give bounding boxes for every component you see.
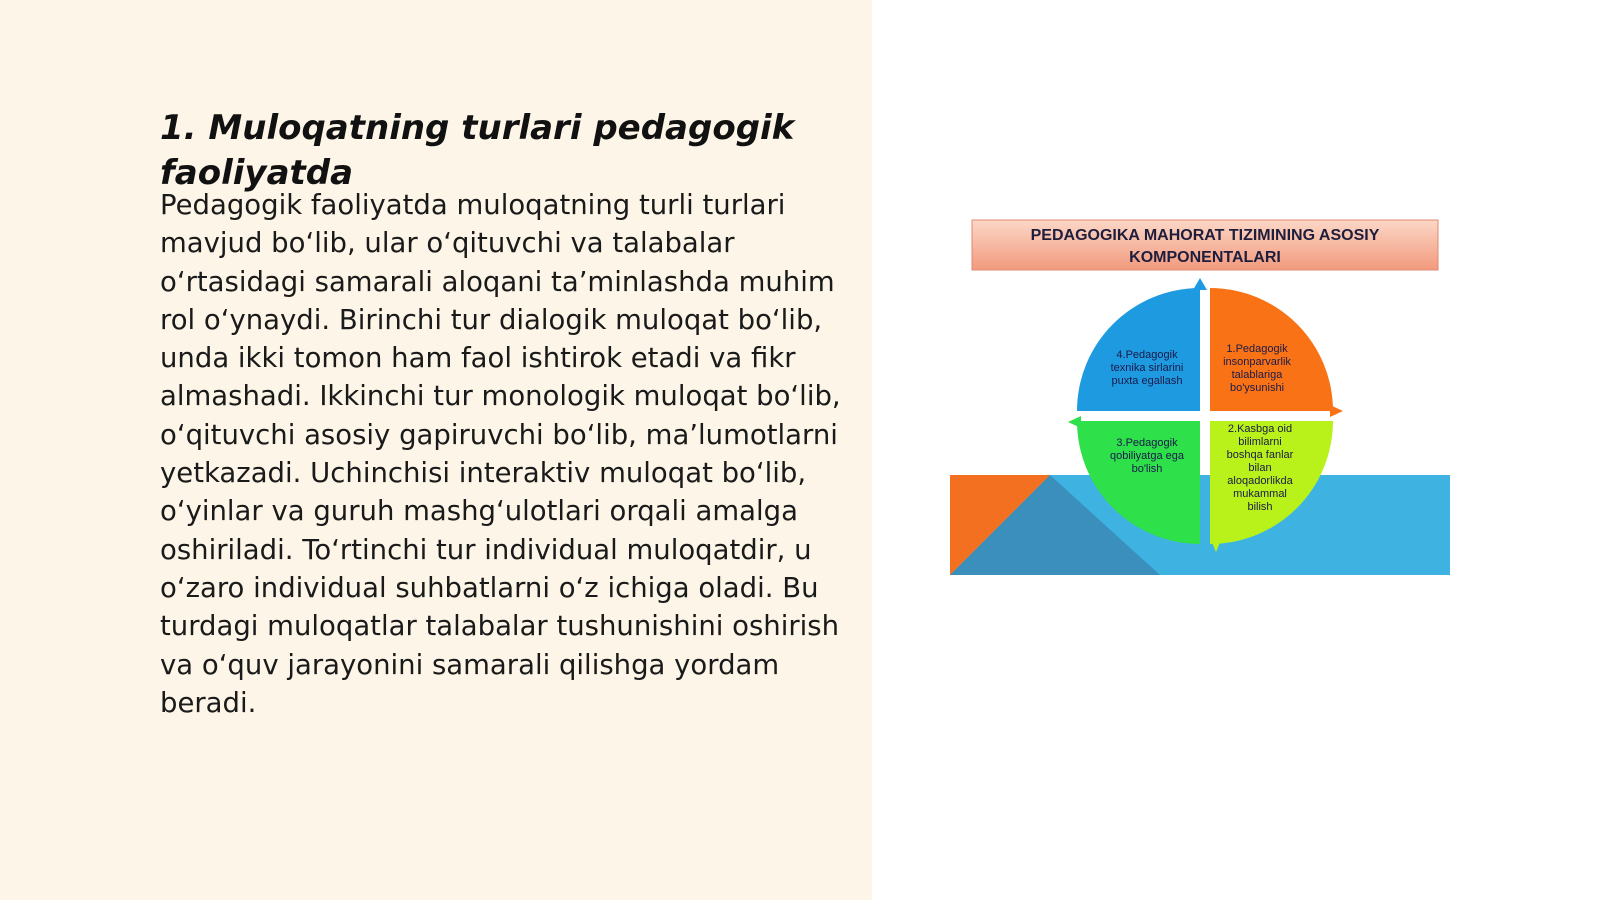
q1-line-4: bo'ysunishi xyxy=(1229,382,1285,394)
components-diagram xyxy=(950,218,1450,575)
q3-line-2: qobiliyatga ega xyxy=(1109,450,1185,462)
q1-line-3: talablariga xyxy=(1231,369,1283,381)
diagram-title-line2: KOMPONENTALARI xyxy=(1129,249,1281,266)
q2-line-4: bilan xyxy=(1248,462,1272,474)
q2-line-3: boshqa fanlar xyxy=(1226,449,1294,461)
diagram-title-line1: PEDAGOGIKA MAHORAT TIZIMINING ASOSIY xyxy=(1030,227,1380,244)
q3-line-3: bo'lish xyxy=(1131,463,1163,475)
q2-line-1: 2.Kasbga oid xyxy=(1227,423,1293,435)
q2-line-2: bilimlarni xyxy=(1238,436,1282,448)
arrow-tip-left xyxy=(1068,416,1081,428)
text-block xyxy=(160,106,850,722)
q3-line-1: 3.Pedagogik xyxy=(1116,437,1178,449)
slide-title: 1. Muloqatning turlari pedagogik faoliyatda xyxy=(160,108,795,193)
q2-line-5: aloqadorlikda xyxy=(1227,475,1293,487)
q2-line-7: bilish xyxy=(1247,501,1273,513)
q1-line-2: insonparvarlik xyxy=(1223,356,1291,368)
q4-line-3: puxta egallash xyxy=(1111,375,1183,387)
q2-line-6: mukammal xyxy=(1233,488,1287,500)
arrow-tip-top xyxy=(1193,278,1207,290)
components-diagram-svg xyxy=(950,218,1450,575)
q1-line-1: 1.Pedagogik xyxy=(1226,343,1288,355)
arrow-tip-right xyxy=(1330,405,1343,417)
q4-line-2: texnika sirlarini xyxy=(1110,362,1184,374)
q4-line-1: 4.Pedagogik xyxy=(1116,349,1178,361)
slide-body-text: Pedagogik faoliyatda muloqatning turli turlari mavjud bo‘lib, ular o‘qituvchi va talabalar o‘rtasidagi samarali aloqani ta’minlashda muhim rol o‘ynaydi. Birinchi tur dialogik muloqat bo‘lib, unda ikki tomon ham faol ishtirok etadi va fikr almashadi. Ikkinchi tur monologik muloqat bo‘lib, o‘qituvchi asosiy gapiruvchi bo‘lib, ma’lumotlarni yetkazadi. Uchinchisi interaktiv muloqat bo‘lib, o‘yinlar va guruh mashg‘ulotlari orqali amalga oshiriladi. To‘rtinchi tur individual muloqatdir, u o‘zaro individual suhbatlarni o‘z ichiga oladi. Bu turdagi muloqatlar talabalar tushunishini oshirish va o‘quv jarayonini samarali qilishga yordam beradi. xyxy=(160,189,841,719)
